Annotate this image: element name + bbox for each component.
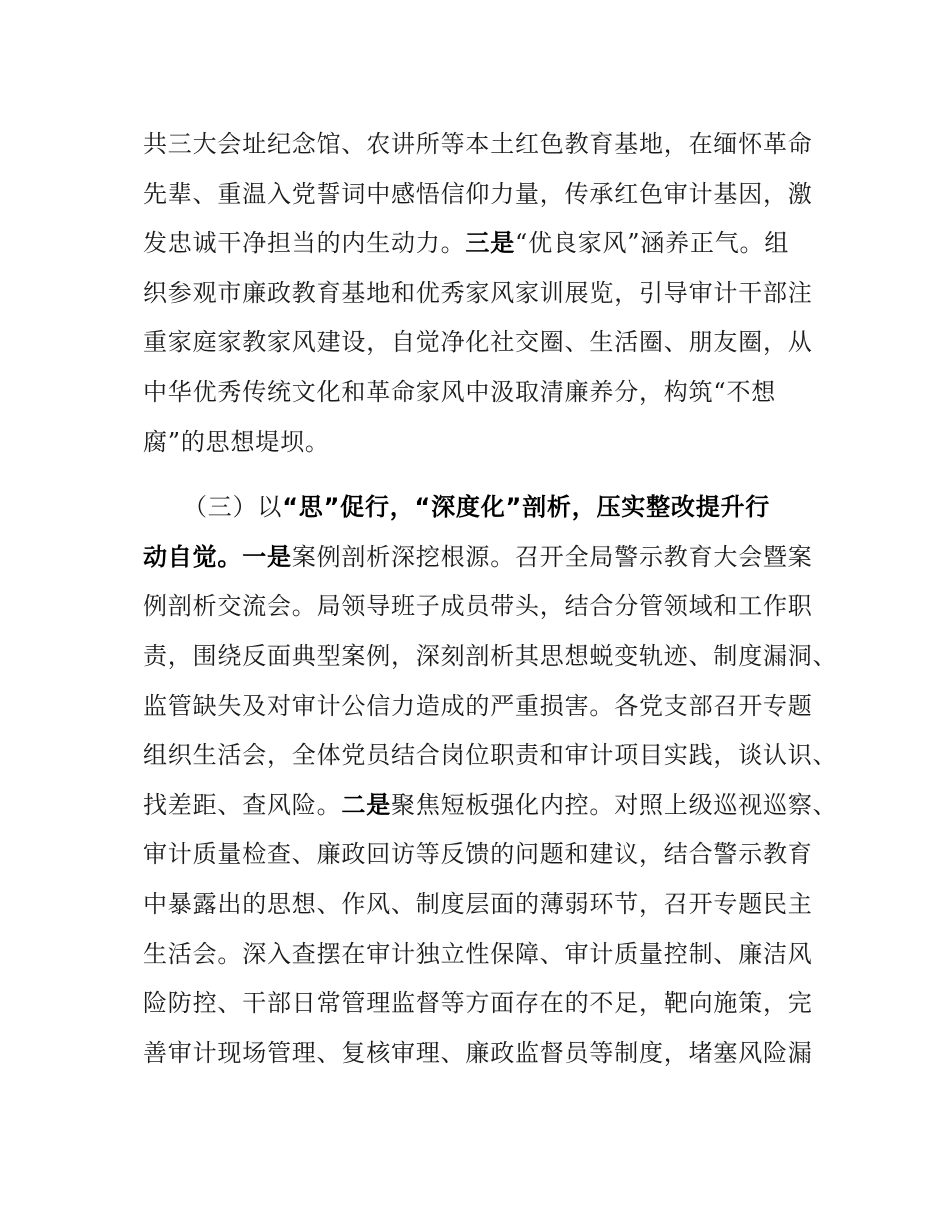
text-segment: 织参观市廉政教育基地和优秀家风家训展览，引导审计干部注 (143, 278, 813, 307)
text-segment: 中华优秀传统文化和革命家风中汲取清廉养分，构筑“不想 (143, 377, 777, 406)
text-segment: 审计质量检查、廉政回访等反馈的问题和建议，结合警示教育 (143, 840, 813, 869)
text-line (143, 422, 843, 472)
text-segment: 生活会。深入查摆在审计独立性保障、审计质量控制、廉洁风 (143, 939, 813, 968)
text-segment: 中暴露出的思想、作风、制度层面的薄弱环节，召开专题民主 (143, 889, 813, 918)
paragraph (143, 487, 843, 1082)
text-segment: 善审计现场管理、复核审理、廉政监督员等制度，堵塞风险漏 (143, 1038, 813, 1067)
paragraph (143, 124, 843, 471)
text-segment: 找差距、查风险。 (143, 790, 342, 819)
text-segment: 案例剖析深挖根源。召开全局警示教育大会暨案 (291, 542, 813, 571)
text-segment: 险防控、干部日常管理监督等方面存在的不足，靶向施策，完 (143, 989, 813, 1018)
text-segment: 责，围绕反面典型案例，深刻剖析其思想蜕变轨迹、制度漏洞、 (143, 641, 838, 670)
text-segment: 监管缺失及对审计公信力造成的严重损害。各党支部召开专题 (143, 691, 813, 720)
text-line (143, 322, 843, 372)
paragraph-gap (143, 471, 843, 487)
text-line (143, 372, 843, 422)
bold-text: “思”促行，“深度化”剖析，压实整改提升行 (282, 493, 771, 522)
text-line (143, 934, 843, 984)
text-segment: “优良家风”涵养正气。组 (515, 229, 790, 258)
text-line (143, 735, 843, 785)
text-line (143, 586, 843, 636)
text-segment: 组织生活会，全体党员结合岗位职责和审计项目实践，谈认识、 (143, 741, 838, 770)
bold-text: 动自觉。一是 (143, 542, 292, 571)
text-line (143, 884, 843, 934)
text-line (143, 273, 843, 323)
document-page (143, 124, 843, 1082)
text-line (143, 834, 843, 884)
text-line (143, 636, 843, 686)
text-segment: 共三大会址纪念馆、农讲所等本土红色教育基地，在缅怀革命 (143, 130, 813, 158)
text-segment: 例剖析交流会。局领导班子成员带头，结合分管领域和工作职 (143, 592, 813, 621)
text-line (143, 487, 843, 537)
bold-text: 三是 (465, 229, 516, 258)
text-line (143, 983, 843, 1033)
text-line (143, 174, 843, 224)
text-segment: 聚焦短板强化内控。对照上级巡视巡察、 (391, 790, 838, 819)
text-segment: 先辈、重温入党誓词中感悟信仰力量，传承红色审计基因，激 (143, 179, 813, 208)
text-segment: （三）以 (183, 493, 283, 522)
text-segment: 发忠诚干净担当的内生动力。 (143, 229, 466, 258)
text-line (143, 686, 843, 736)
text-line (143, 785, 843, 835)
text-line (143, 223, 843, 273)
text-line (143, 537, 843, 587)
text-line (143, 1033, 843, 1083)
text-line (143, 124, 843, 174)
text-segment: 重家庭家教家风建设，自觉净化社交圈、生活圈、朋友圈，从 (143, 328, 813, 357)
text-segment: 腐”的思想堤坝。 (143, 427, 330, 456)
bold-text: 二是 (341, 790, 392, 819)
